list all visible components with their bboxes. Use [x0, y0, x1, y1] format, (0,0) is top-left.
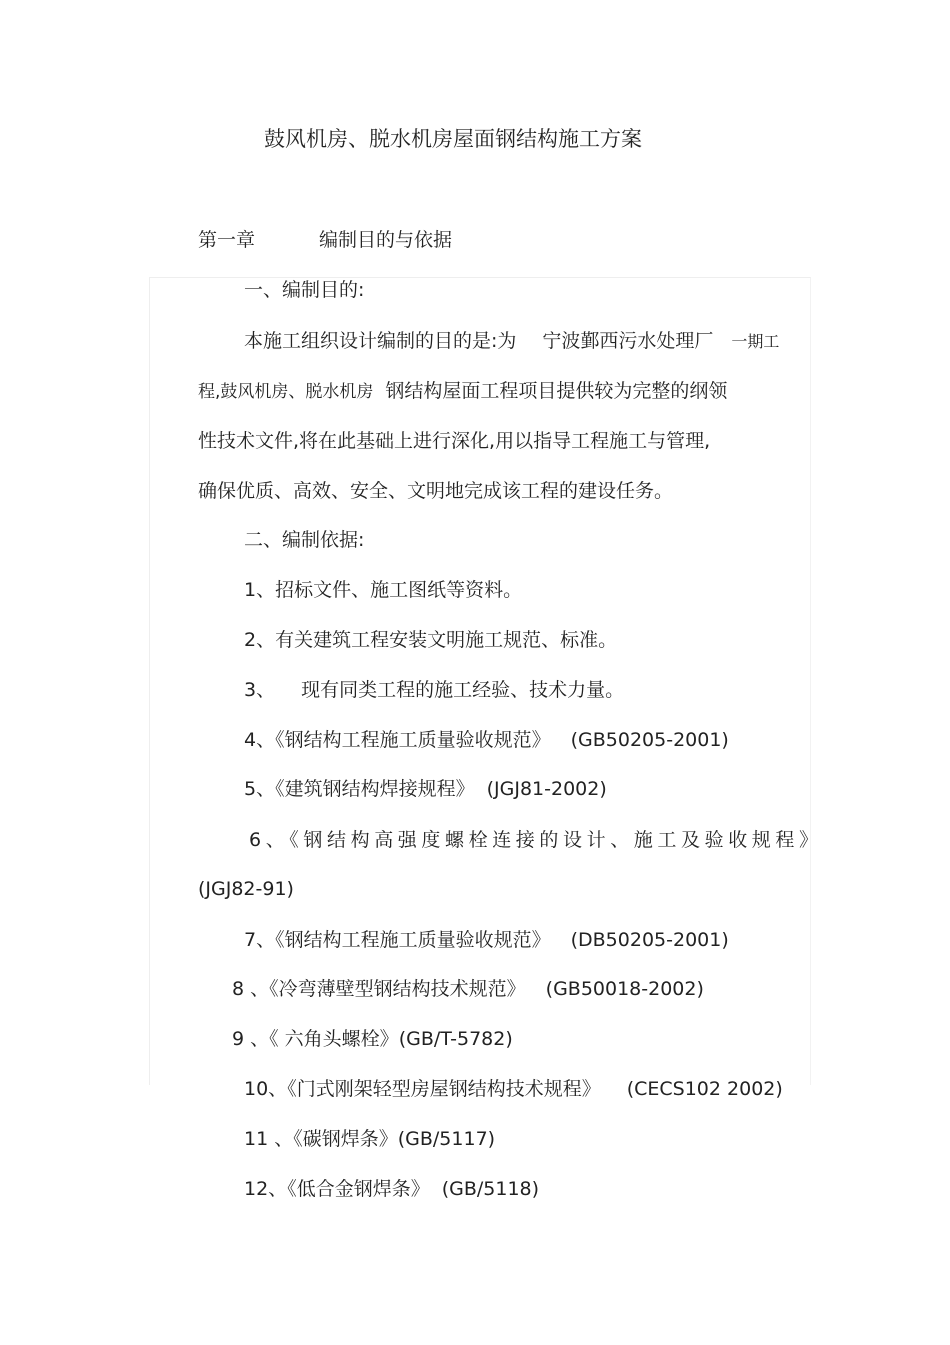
section-heading-purpose: 一、编制目的:: [244, 279, 365, 301]
para-text: 钢结构屋面工程项目提供较为完整的纲领: [385, 380, 728, 402]
list-item: [244, 578, 522, 602]
section-heading-basis: 二、编制依据:: [244, 529, 365, 551]
item-number: 9 、: [232, 1028, 270, 1050]
item-number: 2、: [244, 629, 276, 651]
list-item: [244, 628, 617, 652]
standard-code: (DB50205-2001): [570, 929, 729, 951]
list-item: [249, 828, 823, 852]
standard-code: (GB/5118): [441, 1178, 540, 1200]
item-text: 《钢结构工程施工质量验收规范》: [275, 729, 551, 751]
chapter-heading: [198, 228, 452, 252]
list-item: [244, 1077, 783, 1101]
item-number: 1、: [244, 579, 276, 601]
item-number: 4、: [244, 729, 276, 751]
item-number: 7、: [244, 929, 276, 951]
standard-code: (CECS102 2002): [626, 1078, 783, 1100]
document-title: 鼓风机房、脱水机房屋面钢结构施工方案: [264, 127, 642, 151]
standard-code: (JGJ81-2002): [486, 778, 607, 800]
para-text: 一期工: [731, 332, 780, 351]
standard-code: (GB/5117): [397, 1128, 496, 1150]
item-text: 招标文件、施工图纸等资料。: [275, 579, 523, 601]
list-item: [244, 728, 729, 752]
item-number: 10、: [244, 1078, 288, 1100]
item-text: 现有同类工程的施工经验、技术力量。: [301, 679, 625, 701]
list-item: [244, 678, 624, 702]
item-text: 《碳钢焊条》: [293, 1128, 398, 1150]
item-number: 3、: [244, 679, 276, 701]
paragraph-line-2: [198, 379, 727, 404]
list-item: [244, 1177, 539, 1201]
item-text: 有关建筑工程安装文明施工规范、标准。: [275, 629, 618, 651]
standard-code: (GB50018-2002): [545, 978, 704, 1000]
list-item: [244, 928, 729, 952]
list-item: [232, 977, 704, 1001]
item-text: 《低合金钢焊条》: [287, 1178, 430, 1200]
para-text: 程,鼓风机房、脱水机房: [198, 382, 374, 402]
standard-code: (GB50205-2001): [570, 729, 729, 751]
item-number: 6、: [249, 829, 290, 851]
project-name: 宁波鄞西污水处理厂: [542, 330, 714, 352]
paragraph-line-3: 性技术文件,将在此基础上进行深化,用以指导工程施工与管理,: [198, 430, 711, 452]
item-number: 5、: [244, 778, 276, 800]
item-text: 《建筑钢结构焊接规程》: [275, 778, 475, 800]
standard-code: (GB/T-5782): [398, 1028, 513, 1050]
para-text: 本施工组织设计编制的目的是:为: [244, 330, 517, 352]
list-item: [244, 777, 607, 801]
list-item: [244, 1127, 495, 1151]
item-text: 《钢结构工程施工质量验收规范》: [275, 929, 551, 951]
item-text: 《门式刚架轻型房屋钢结构技术规程》: [287, 1078, 601, 1100]
list-item-continuation: (JGJ82-91): [198, 878, 294, 900]
item-number: 8 、: [232, 978, 270, 1000]
list-item: [232, 1027, 513, 1051]
item-text: 《冷弯薄壁型钢结构技术规范》: [269, 978, 526, 1000]
item-text: 《 六角头螺栓》: [269, 1028, 399, 1050]
paragraph-line-4: 确保优质、高效、安全、文明地完成该工程的建设任务。: [198, 480, 674, 502]
item-number: 11 、: [244, 1128, 294, 1150]
chapter-number: 第一章: [198, 229, 256, 251]
item-number: 12、: [244, 1178, 288, 1200]
chapter-title: 编制目的与依据: [319, 229, 453, 251]
item-text: 《钢结构高强度螺栓连接的设计、施工及验收规程》: [289, 829, 823, 851]
paragraph-line-1: [244, 329, 779, 354]
